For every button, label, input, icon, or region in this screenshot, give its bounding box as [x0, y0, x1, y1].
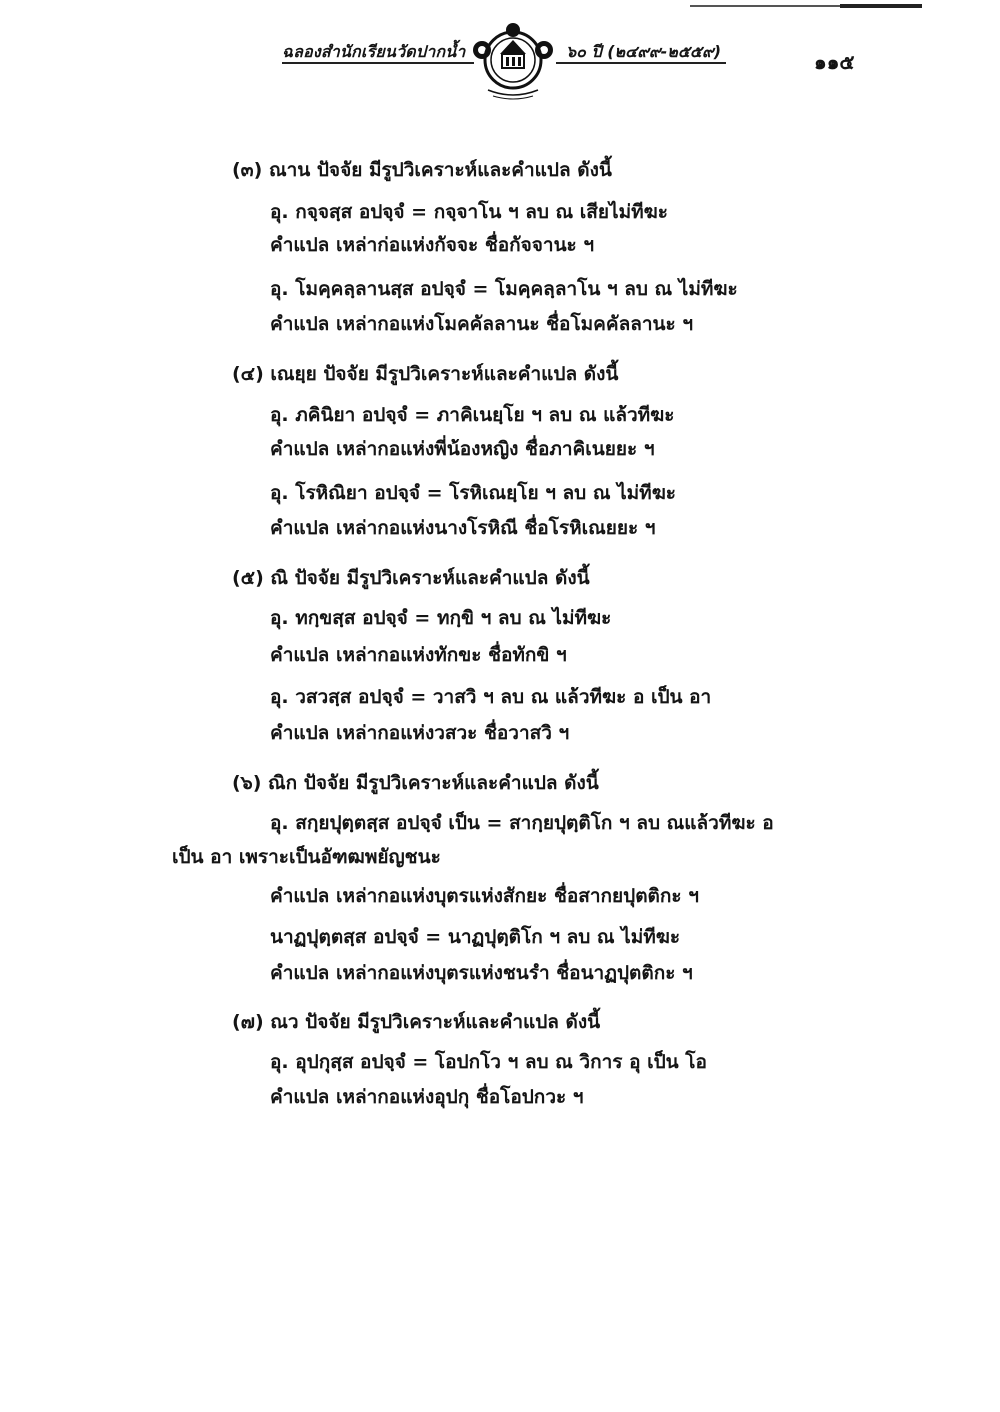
temple-emblem-icon	[468, 2, 558, 102]
translation-line: คำแปล เหล่ากอแห่งนางโรหิณี ชื่อโรหิเณยยะ ฯ	[270, 517, 656, 539]
example-line: นาฏปุตฺตสฺส อปจฺจํ = นาฏปุตฺติโก ฯ ลบ ณ ไม่ทีฆะ	[270, 926, 681, 948]
translation-line: คำแปล เหล่าก่อแห่งกัจจะ ชื่อกัจจานะ ฯ	[270, 234, 595, 256]
example-line: อุ. อุปกุสฺส อปจฺจํ = โอปกโว ฯ ลบ ณ วิการ อุ เป็น โอ	[270, 1051, 707, 1073]
section-heading: (๔) เณยฺย ปัจจัย มีรูปวิเคราะห์และคำแปล ดังนี้	[232, 363, 619, 385]
translation-line: คำแปล เหล่ากอแห่งอุปกุ ชื่อโอปกวะ ฯ	[270, 1086, 584, 1108]
example-line: อุ. วสวสฺส อปจฺจํ = วาสวิ ฯ ลบ ณ แล้วทีฆะ อ เป็น อา	[270, 686, 712, 708]
header-rule-right	[556, 62, 726, 64]
translation-line: คำแปล เหล่ากอแห่งโมคคัลลานะ ชื่อโมคคัลลานะ ฯ	[270, 313, 694, 335]
translation-line: คำแปล เหล่ากอแห่งวสวะ ชื่อวาสวิ ฯ	[270, 722, 570, 744]
section-heading: (๓) ณาน ปัจจัย มีรูปวิเคราะห์และคำแปล ดังนี้	[232, 159, 612, 181]
example-line-continuation: เป็น อา เพราะเป็นอัฑฒพยัญชนะ	[172, 846, 441, 868]
translation-line: คำแปล เหล่ากอแห่งพี่น้องหญิง ชื่อภาคิเนยยะ ฯ	[270, 438, 655, 460]
header-rule-left	[282, 62, 474, 64]
header-left-title: ฉลองสำนักเรียนวัดปากน้ำ	[282, 42, 466, 61]
header-right-title: ๖๐ ปี (๒๔๙๙-๒๕๕๙)	[566, 42, 722, 61]
section-heading: (๗) ณว ปัจจัย มีรูปวิเคราะห์และคำแปล ดังนี้	[232, 1011, 601, 1033]
section-heading: (๕) ณิ ปัจจัย มีรูปวิเคราะห์และคำแปล ดังนี้	[232, 567, 590, 589]
example-line: อุ. ภคินิยา อปจฺจํ = ภาคิเนยฺโย ฯ ลบ ณ แล้วทีฆะ	[270, 404, 675, 426]
example-line: อุ. กจฺจสฺส อปจฺจํ = กจฺจาโน ฯ ลบ ณ เสียไม่ทีฆะ	[270, 201, 668, 223]
translation-line: คำแปล เหล่ากอแห่งบุตรแห่งสักยะ ชื่อสากยปุตติกะ ฯ	[270, 885, 699, 907]
top-edge-mark	[840, 4, 922, 8]
example-line: อุ. โมคฺคลฺลานสฺส อปจฺจํ = โมคฺคลฺลาโน ฯ ลบ ณ ไม่ทีฆะ	[270, 278, 738, 300]
example-line: อุ. โรหิณิยา อปจฺจํ = โรหิเณยฺโย ฯ ลบ ณ ไม่ทีฆะ	[270, 482, 677, 504]
example-line: อุ. ทกฺขสฺส อปจฺจํ = ทกฺขิ ฯ ลบ ณ ไม่ทีฆะ	[270, 607, 612, 629]
translation-line: คำแปล เหล่ากอแห่งทักขะ ชื่อทักขิ ฯ	[270, 644, 567, 666]
example-line: อุ. สกฺยปุตฺตสฺส อปจฺจํ เป็น = สากฺยปุตฺติโก ฯ ลบ ณแล้วทีฆะ อ	[270, 812, 774, 834]
section-heading: (๖) ณิก ปัจจัย มีรูปวิเคราะห์และคำแปล ดังนี้	[232, 772, 599, 794]
translation-line: คำแปล เหล่ากอแห่งบุตรแห่งชนรำ ชื่อนาฏปุตติกะ ฯ	[270, 962, 693, 984]
page-number: ๑๑๕	[814, 50, 855, 74]
